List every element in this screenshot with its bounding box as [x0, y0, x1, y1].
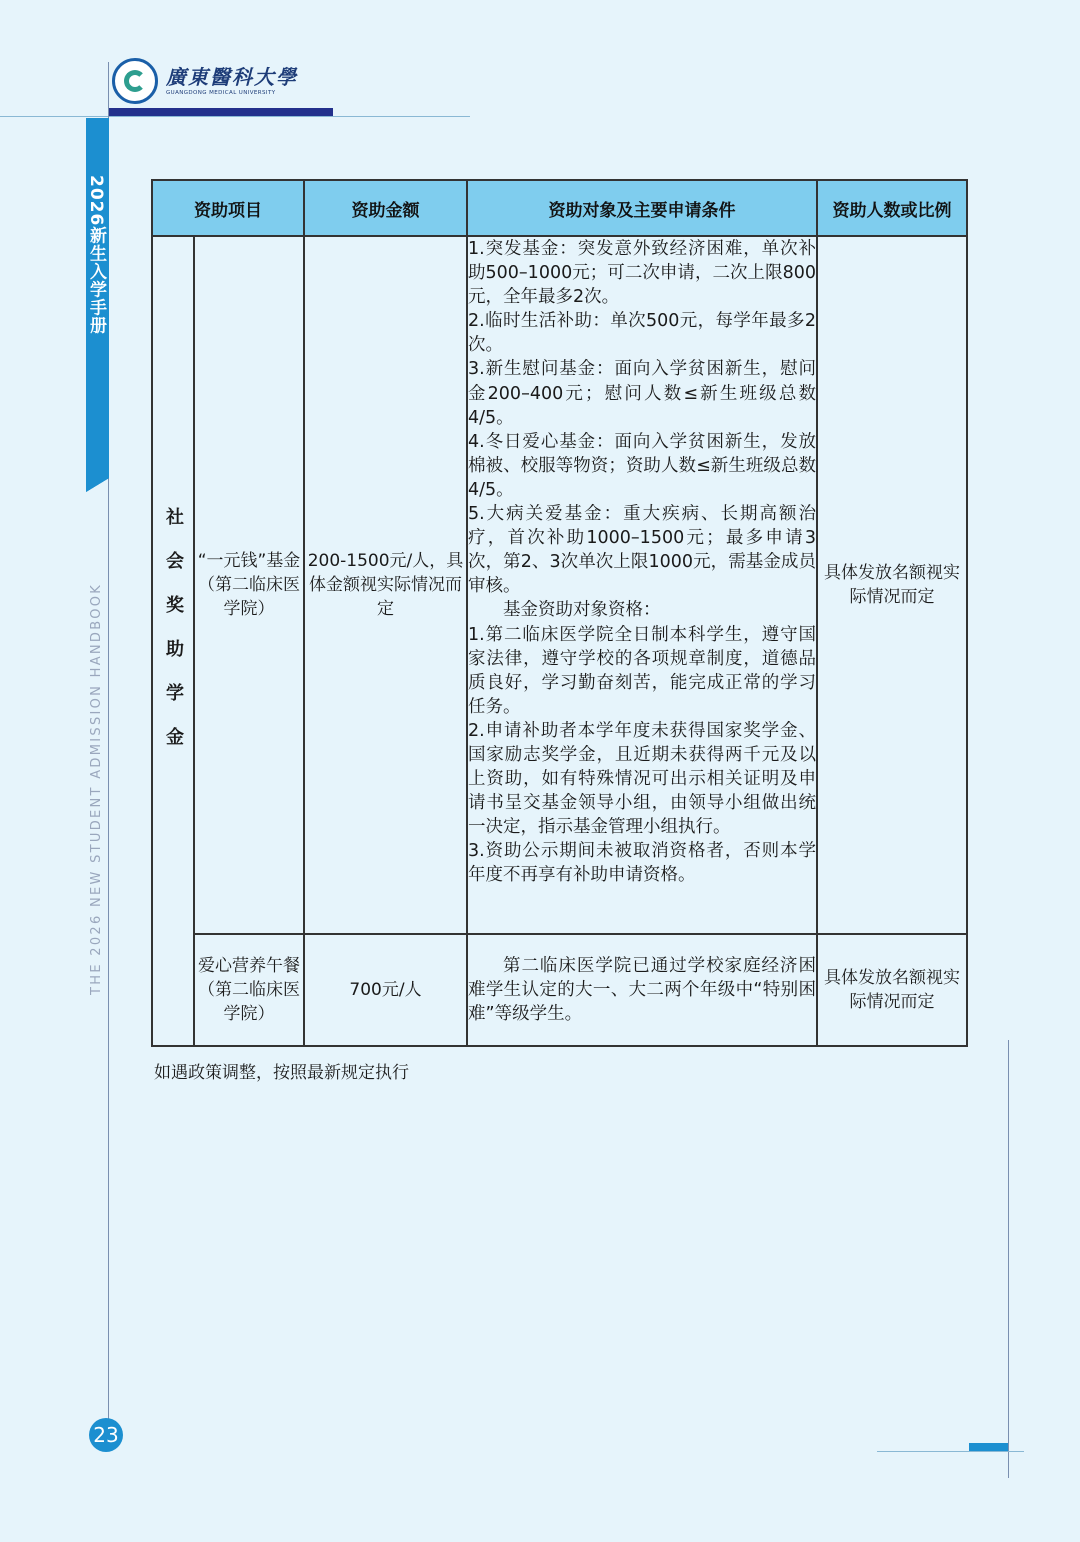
- header-accent-bar: [108, 108, 333, 116]
- condition-item: 2.临时生活补助：单次500元，每学年最多2次。: [468, 311, 816, 356]
- aid-count: 具体发放名额视实际情况而定: [817, 236, 967, 934]
- university-emblem-icon: [112, 58, 158, 104]
- header-count: 资助人数或比例: [817, 180, 967, 236]
- header-amount: 资助金额: [304, 180, 467, 236]
- side-title-cn: 2026新生入学手册: [86, 175, 106, 335]
- condition-item: 5.大病关爱基金：重大疾病、长期高额治疗，首次补助1000–1500元；最多申请3次，第2、3次单次上限1000元，需基金成员审核。: [468, 504, 816, 597]
- page-number: 23: [89, 1418, 123, 1452]
- conditions-cell: [467, 934, 817, 1046]
- policy-note: 如遇政策调整，按照最新规定执行: [154, 1063, 409, 1083]
- university-logo: [112, 58, 298, 104]
- category-label: 社会奖助学金: [163, 507, 184, 771]
- condition-item: 1.突发基金：突发意外致经济困难，单次补助500–1000元；可二次申请，二次上限800元，全年最多2次。: [468, 239, 816, 308]
- logo-name-cn: 廣東醫科大學: [166, 65, 298, 89]
- condition-item: 4.冬日爱心基金：面向入学贫困新生，发放棉被、校服等物资；资助人数≤新生班级总数4/5。: [468, 431, 816, 500]
- table-header-row: [152, 180, 967, 236]
- footer-accent-bar: [969, 1443, 1008, 1451]
- condition-item: 2.申请补助者本学年度未获得国家奖学金、国家励志奖学金，且近期未获得两千元及以上资助，如有特殊情况可出示相关证明及申请书呈交基金领导小组，由领导小组做出统一决定，指示基金管理小组执行。: [468, 720, 816, 838]
- condition-item: 3.资助公示期间未被取消资格者，否则本学年度不再享有补助申请资格。: [468, 841, 816, 886]
- logo-name-en: GUANGDONG MEDICAL UNIVERSITY: [166, 90, 276, 96]
- aid-count: 具体发放名额视实际情况而定: [817, 934, 967, 1046]
- condition-item: 3.新生慰问基金：面向入学贫困新生，慰问金200–400元；慰问人数≤新生班级总数4/5。: [468, 359, 816, 428]
- header-project: 资助项目: [152, 180, 304, 236]
- footer-horizontal-rule: [877, 1451, 1024, 1452]
- aid-amount: 200-1500元/人，具体金额视实际情况而定: [304, 236, 467, 934]
- header-conditions: 资助对象及主要申请条件: [467, 180, 817, 236]
- footer-vertical-rule: [1008, 1040, 1009, 1478]
- conditions-cell: [467, 236, 817, 934]
- condition-item: 1.第二临床医学院全日制本科学生，遵守国家法律，遵守学校的各项规章制度，道德品质良好，学习勤奋刻苦，能完成正常的学习任务。: [468, 624, 816, 717]
- aid-amount: 700元/人: [304, 934, 467, 1046]
- financial-aid-table: [151, 179, 968, 1047]
- header-rule: [0, 116, 470, 117]
- table-row: [152, 236, 967, 934]
- project-name: 爱心营养午餐（第二临床医学院）: [194, 934, 304, 1046]
- project-name: “一元钱”基金（第二临床医学院）: [194, 236, 304, 934]
- side-title-en: THE 2026 NEW STUDENT ADMISSION HANDBOOK: [89, 582, 104, 995]
- table-row: [152, 934, 967, 1046]
- condition-item: 第二临床医学院已通过学校家庭经济困难学生认定的大一、大二两个年级中“特别困难”等级学生。: [468, 955, 816, 1025]
- category-cell: [152, 236, 194, 1046]
- logo-text: [166, 65, 298, 97]
- condition-subheading: 基金资助对象资格：: [503, 600, 661, 621]
